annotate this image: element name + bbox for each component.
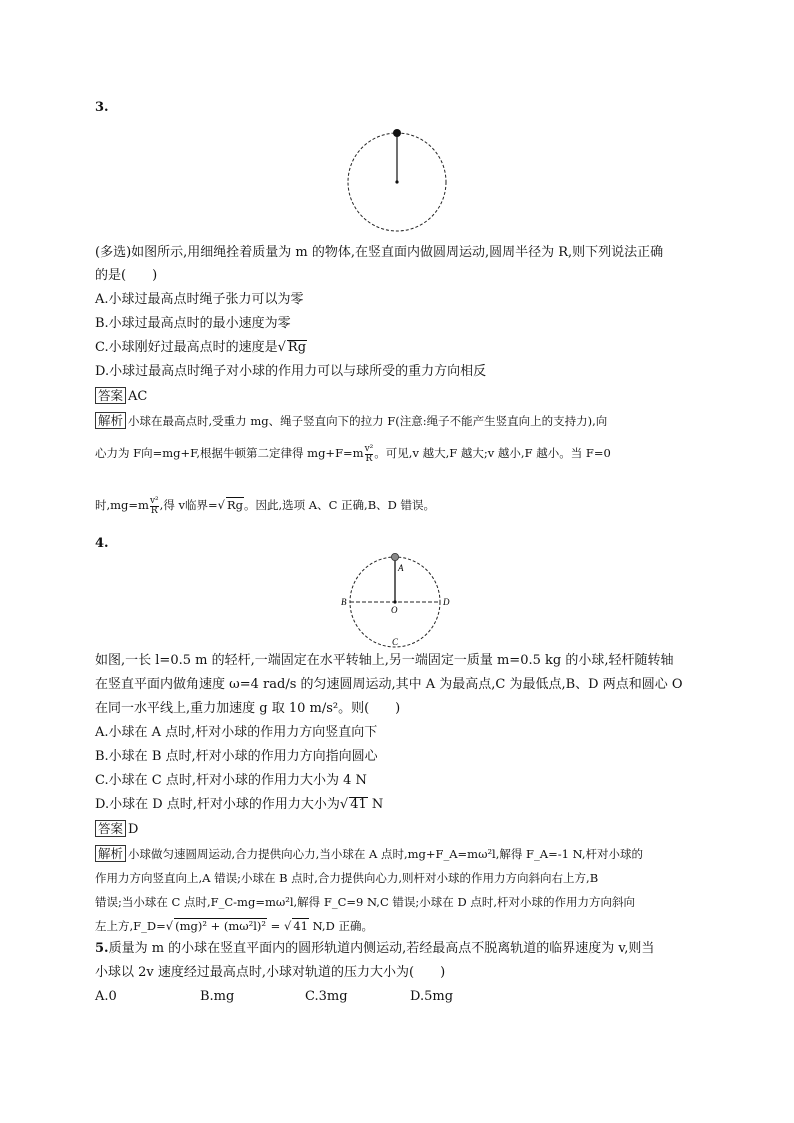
q5-stem-text1: 质量为 m 的小球在竖直平面内的圆形轨道内侧运动,若经最高点不脱离轨道的临界速度为 v,则当 bbox=[108, 941, 655, 956]
q4-option-c: C.小球在 C 点时,杆对小球的作用力大小为 4 N bbox=[95, 773, 367, 788]
q3-analysis-line3: 时,mg=m $\frac{\text{v²}}{R}$ ,得 v临界=√ Rg。因此,选项 A、C 正确,B、D 错误。 bbox=[95, 495, 436, 516]
q3-answer-tag: 答案 bbox=[95, 387, 126, 404]
q3-frac-num: v² bbox=[364, 443, 374, 454]
q3-option-c-root: Rg bbox=[287, 340, 307, 355]
q3-fraction bbox=[365, 445, 374, 464]
q4-label-d: D bbox=[443, 597, 450, 607]
q4-option-d: D.小球在 D 点时,杆对小球的作用力大小为√ 41 N bbox=[95, 797, 384, 812]
q4-answer-row bbox=[95, 820, 138, 839]
q4-analysis-root: (mg)² + (mω²l)² bbox=[175, 919, 267, 933]
q3-frac2-num: v² bbox=[149, 495, 159, 506]
question-4-number: 4. bbox=[95, 536, 109, 551]
q4-answer: D bbox=[128, 822, 139, 837]
q4-option-d-text: D.小球在 D 点时,杆对小球的作用力大小为 bbox=[95, 797, 340, 812]
q3-analysis-text2a: 心力为 F向=mg+F,根据牛顿第二定律得 mg+F=m bbox=[95, 446, 364, 460]
q4-option-d-unit: N bbox=[367, 797, 384, 812]
q3-answer-row bbox=[95, 387, 147, 406]
q4-analysis-line3: 错误;当小球在 C 点时,F_C-mg=mω²l,解得 F_C=9 N,C 错误;小球在 D 点时,杆对小球的作用力方向斜向 bbox=[95, 895, 635, 909]
q3-option-a: A.小球过最高点时绳子张力可以为零 bbox=[95, 292, 304, 307]
q4-stem-line3: 在同一水平线上,重力加速度 g 取 10 m/s²。则( ) bbox=[95, 701, 401, 716]
q4-ball bbox=[391, 553, 398, 560]
q4-analysis-text4b: = bbox=[267, 919, 284, 933]
q4-label-b: B bbox=[341, 597, 347, 607]
q5-stem-line2: 小球以 2v 速度经过最高点时,小球对轨道的压力大小为( ) bbox=[95, 965, 446, 980]
q3-analysis-text3c: 。因此,选项 A、C 正确,B、D 错误。 bbox=[243, 498, 436, 512]
q4-option-a: A.小球在 A 点时,杆对小球的作用力方向竖直向下 bbox=[95, 725, 378, 740]
q3-center-dot bbox=[395, 180, 398, 183]
q4-analysis-line4: 左上方,F_D=√ (mg)² + (mω²l)² = √ 41 N,D 正确。 bbox=[95, 919, 373, 933]
q3-analysis-root: Rg bbox=[226, 498, 243, 512]
q3-analysis-text2b: 。可见,v 越大,F 越大;v 越小,F 越小。当 F=0 bbox=[374, 446, 611, 460]
q4-analysis-tag: 解析 bbox=[95, 845, 126, 862]
q4-label-a: A bbox=[398, 563, 404, 573]
q5-option-a: A.0 bbox=[95, 989, 117, 1004]
q3-analysis-tag: 解析 bbox=[95, 412, 126, 429]
q4-analysis-line1 bbox=[95, 845, 643, 863]
q5-option-b: B.mg bbox=[200, 989, 235, 1004]
q3-analysis-text3b: ,得 v临界= bbox=[159, 498, 218, 512]
q4-label-c: C bbox=[392, 637, 399, 647]
q4-analysis-text4c: N,D 正确。 bbox=[308, 919, 373, 933]
q5-option-d: D.5mg bbox=[410, 989, 454, 1004]
q4-option-b: B.小球在 B 点时,杆对小球的作用力方向指向圆心 bbox=[95, 749, 378, 764]
q4-analysis-text4a: 左上方,F_D= bbox=[95, 919, 166, 933]
q5-option-c: C.3mg bbox=[305, 989, 348, 1004]
q4-analysis-line2: 作用力方向竖直向上,A 错误;小球在 B 点时,合力提供向心力,则杆对小球的作用力方向斜向右上方,B bbox=[95, 871, 599, 885]
q5-stem-line1 bbox=[95, 940, 654, 958]
q3-stem-line1: (多选)如图所示,用细绳拴着质量为 m 的物体,在竖直面内做圆周运动,圆周半径为 R,则下列说法正确 bbox=[95, 245, 664, 260]
question-3-number: 3. bbox=[95, 100, 109, 115]
q3-figure bbox=[340, 124, 455, 236]
q4-figure bbox=[338, 550, 458, 650]
q3-option-c-text: C.小球刚好过最高点时的速度是 bbox=[95, 340, 278, 355]
q3-option-d: D.小球过最高点时绳子对小球的作用力可以与球所受的重力方向相反 bbox=[95, 364, 487, 379]
q4-stem-line1: 如图,一长 l=0.5 m 的轻杆,一端固定在水平转轴上,另一端固定一质量 m=0.5 kg 的小球,轻杆随转轴 bbox=[95, 653, 674, 668]
q5-options-row bbox=[95, 988, 515, 1006]
q4-center-dot bbox=[393, 600, 396, 603]
q3-option-c: C.小球刚好过最高点时的速度是√ Rg bbox=[95, 340, 307, 355]
q4-stem-line2: 在竖直平面内做角速度 ω=4 rad/s 的匀速圆周运动,其中 A 为最高点,C 为最低点,B、D 两点和圆心 O bbox=[95, 677, 683, 692]
q3-fraction-2 bbox=[150, 497, 159, 516]
question-5-number: 5. bbox=[95, 941, 109, 956]
q4-analysis-root2: 41 bbox=[293, 919, 308, 933]
q3-frac2-den: R bbox=[150, 505, 158, 516]
q3-analysis-line1 bbox=[95, 412, 607, 430]
q3-answer: AC bbox=[128, 389, 148, 404]
q4-answer-tag: 答案 bbox=[95, 820, 126, 837]
q3-stem-line2: 的是( ) bbox=[95, 268, 158, 283]
q3-option-b: B.小球过最高点时的最小速度为零 bbox=[95, 316, 291, 331]
q3-analysis-text3a: 时,mg=m bbox=[95, 498, 149, 512]
q4-option-d-root: 41 bbox=[350, 797, 367, 812]
q3-analysis-line2 bbox=[95, 444, 611, 464]
q4-analysis-text1: 小球做匀速圆周运动,合力提供向心力,当小球在 A 点时,mg+F_A=mω²l,解得 F_A=-1 N,杆对小球的 bbox=[128, 847, 644, 861]
q3-frac-den: R bbox=[365, 453, 373, 464]
q4-label-o: O bbox=[391, 605, 398, 615]
q3-ball bbox=[393, 129, 401, 137]
q3-analysis-text1: 小球在最高点时,受重力 mg、绳子竖直向下的拉力 F(注意:绳子不能产生竖直向上的支持力),向 bbox=[128, 414, 608, 428]
